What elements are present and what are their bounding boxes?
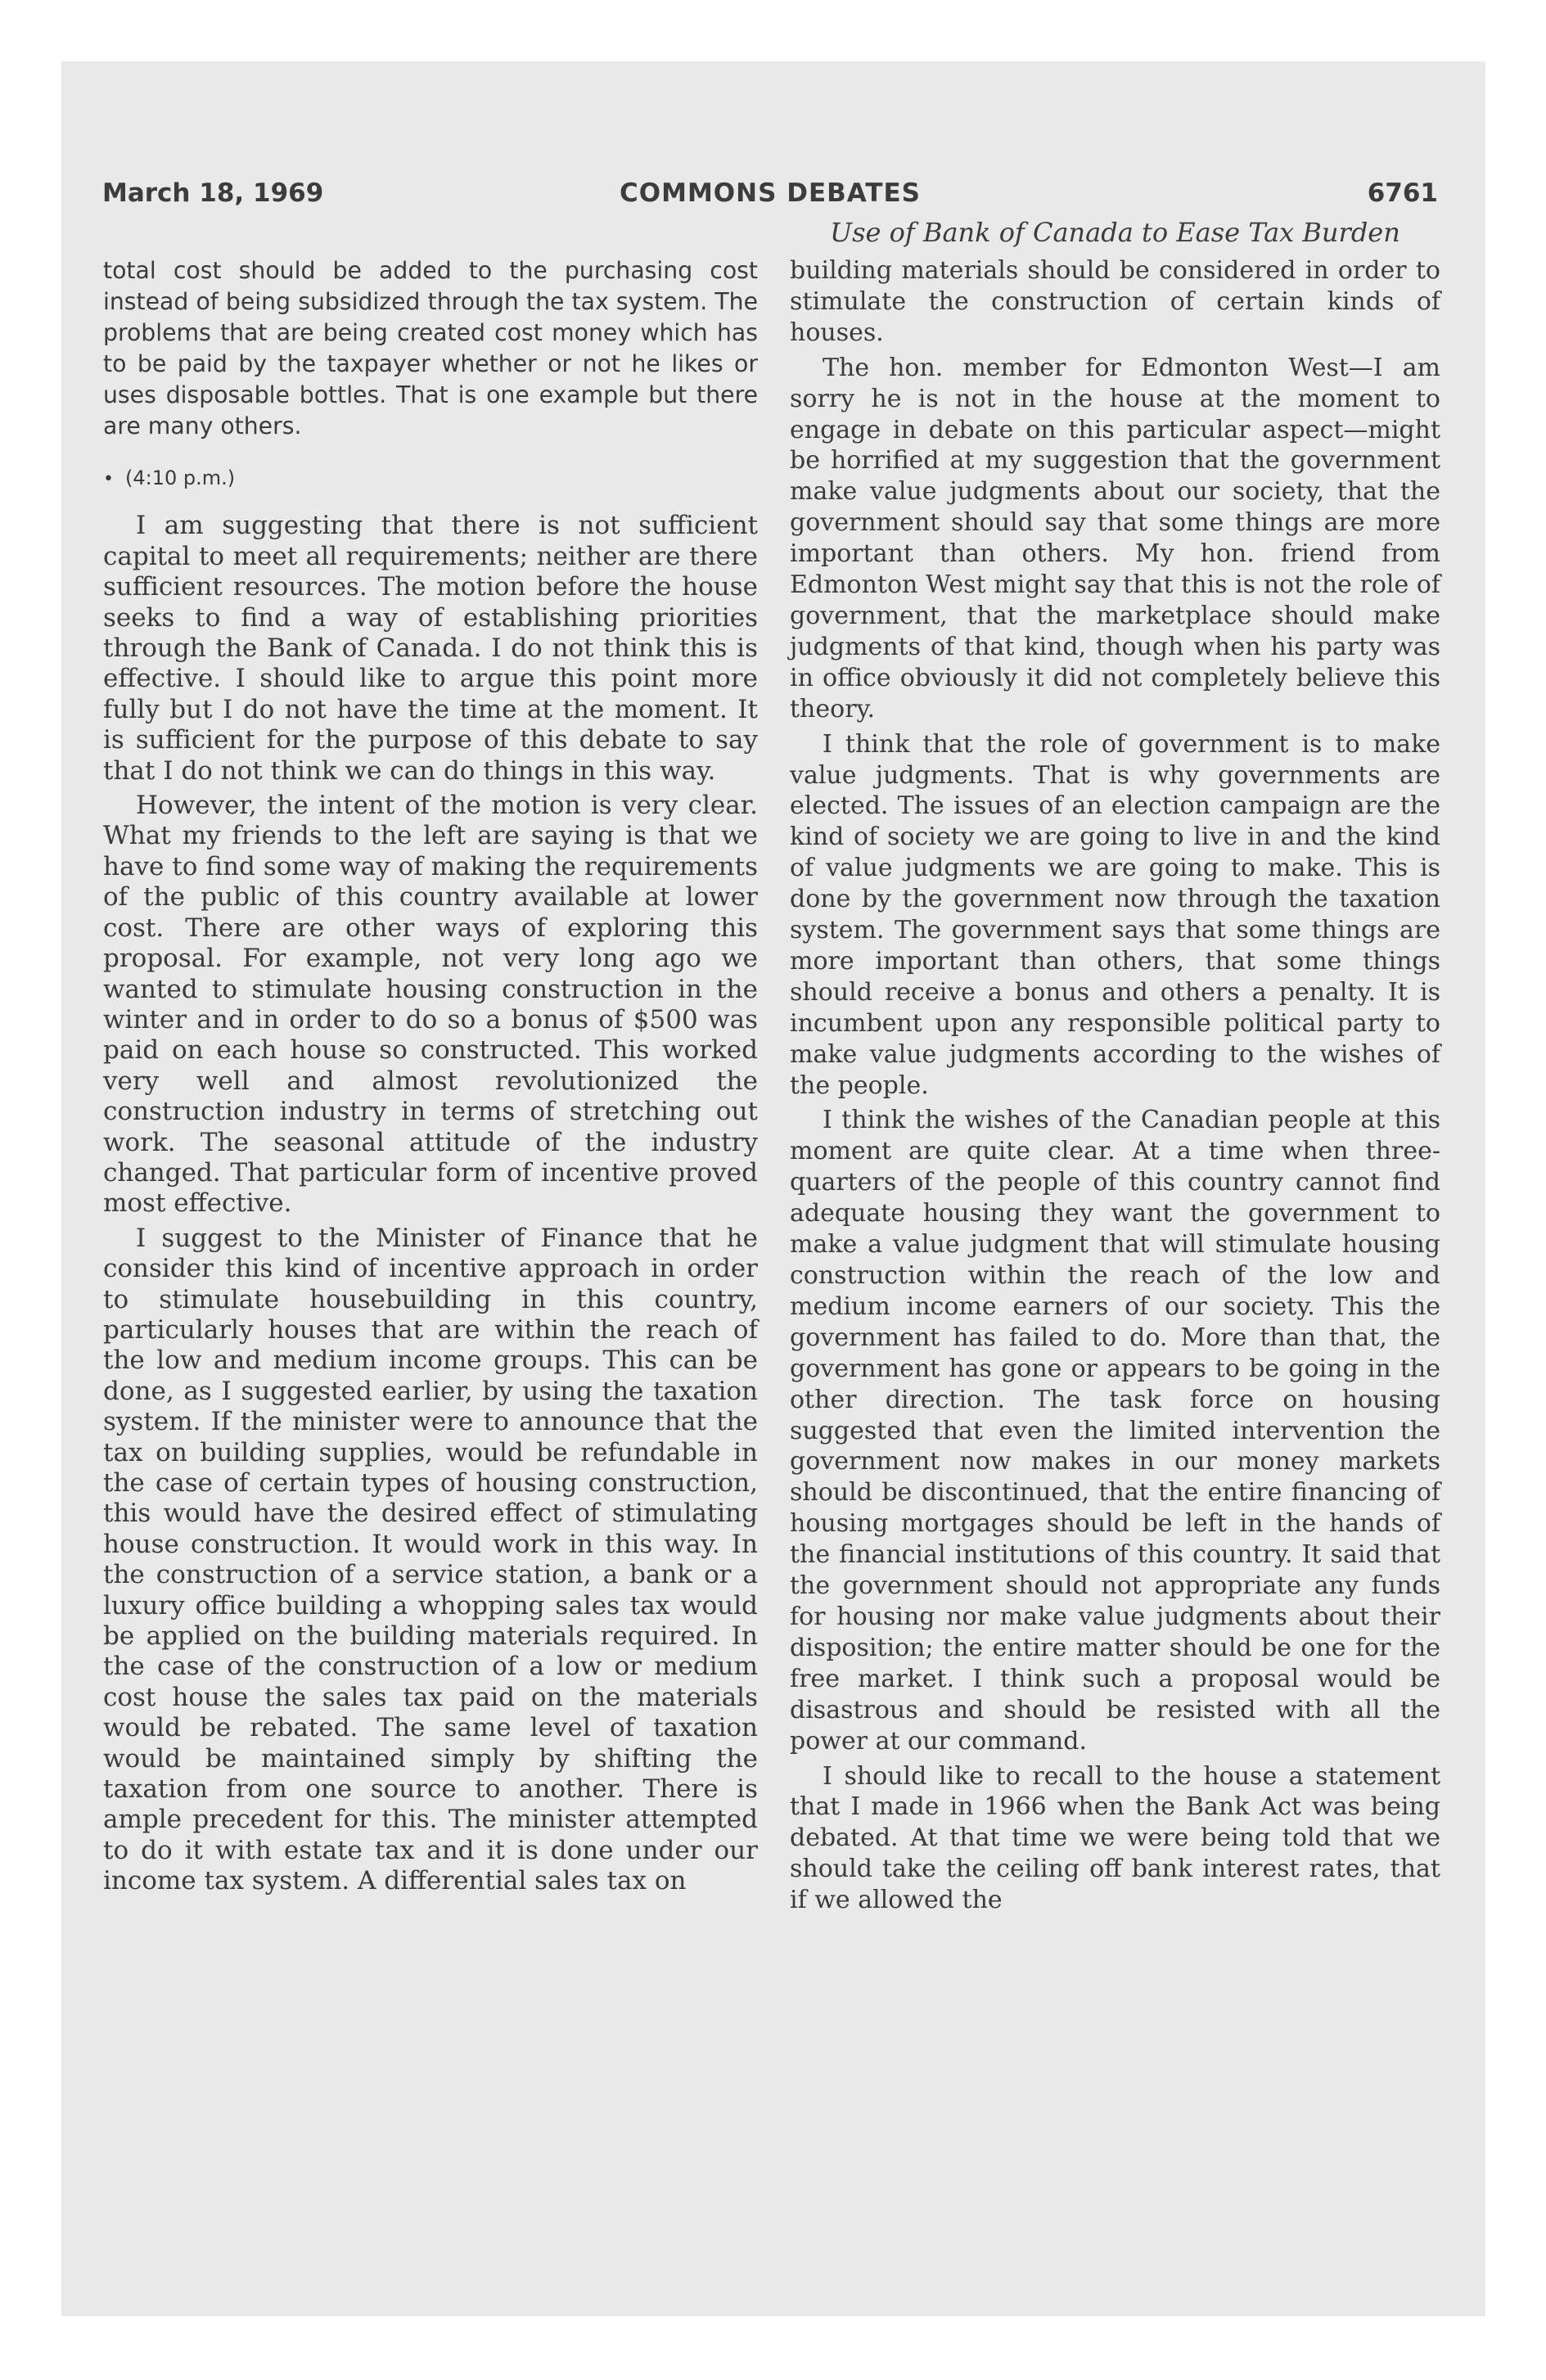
section-subheading: Use of Bank of Canada to Ease Tax Burden [830,217,1400,248]
paragraph: I should like to recall to the house a statement that I made in 1966 when the Bank Act was being debated. At that time we were being told that we should take the ceiling off bank interest rates, that if we allowed the [790,1761,1440,1915]
page-number: 6761 [1367,178,1438,208]
left-column [103,255,758,1897]
timestamp [103,463,758,494]
timestamp-text: (4:10 p.m.) [124,467,236,489]
right-column [790,255,1440,1916]
paragraph: The hon. member for Edmonton West—I am sorry he is not in the house at the moment to engage in debate on this particular aspect—might be horrified at my suggestion that the government make value judgments about our society, that the government should say that some things are more important than others. My hon. friend from Edmonton West might say that this is not the role of government, that the marketplace should make judgments of that kind, though when his party was in office obviously it did not completely believe this theory. [790,353,1440,723]
bullet-icon: • [103,469,114,489]
paragraph: However, the intent of the motion is very clear. What my friends to the left are saying is that we have to find some way of making the requirements of the public of this country available at lower cost. There are other ways of exploring this proposal. For example, not very long ago we wanted to stimulate housing construction in the winter and in order to do so a bonus of $500 was paid on each house so constructed. This worked very well and almost revolutionized the construction industry in terms of stretching out work. The seasonal attitude of the industry changed. That particular form of incentive proved most effective. [103,791,758,1219]
header-title: COMMONS DEBATES [620,178,921,208]
paragraph: I think the wishes of the Canadian people at this moment are quite clear. At a time when three-quarters of the people of this country cannot find adequate housing they want the government to make a value judgment that will stimulate housing construction within the reach of the low and medium income earners of our society. This the government has failed to do. More than that, the government has gone or appears to be going in the other direction. The task force on housing suggested that even the limited intervention the government now makes in our money markets should be discontinued, that the entire financing of housing mortgages should be left in the hands of the financial institutions of this country. It said that the government should not appropriate any funds for housing nor make value judgments about their disposition; the entire matter should be one for the free market. I think such a proposal would be disastrous and should be resisted with all the power at our command. [790,1106,1440,1756]
page-header [102,178,1438,219]
paragraph: I am suggesting that there is not sufficient capital to meet all requirements; neither are there sufficient resources. The motion before the house seeks to find a way of establishing priorities through the Bank of Canada. I do not think this is effective. I should like to argue this point more fully but I do not have the time at the moment. It is sufficient for the purpose of this debate to say that I do not think we can do things in this way. [103,511,758,786]
paragraph: total cost should be added to the purchasing cost instead of being subsidized through the tax system. The problems that are being created cost money which has to be paid by the taxpayer whether or not he likes or uses disposable bottles. That is one example but there are many others. [103,257,758,439]
paragraph: I suggest to the Minister of Finance that he consider this kind of incentive approach in order to stimulate housebuilding in this country, particularly houses that are within the reach of the low and medium income groups. This can be done, as I suggested earlier, by using the taxation system. If the minister were to announce that the tax on building supplies, would be refundable in the case of certain types of housing construction, this would have the desired effect of stimulating house construction. It would work in this way. In the construction of a service station, a bank or a luxury office building a whopping sales tax would be applied on the building materials required. In the case of the construction of a low or medium cost house the sales tax paid on the materials would be rebated. The same level of taxation would be maintained simply by shifting the taxation from one source to another. There is ample precedent for this. The minister attempted to do it with estate tax and it is done under our income tax system. A differential sales tax on [103,1223,758,1896]
paragraph: building materials should be considered in order to stimulate the construction of certain kinds of houses. [790,256,1440,347]
header-date: March 18, 1969 [102,178,324,208]
paragraph: I think that the role of government is to make value judgments. That is why governments are elected. The issues of an election campaign are the kind of society we are going to live in and the kind of value judgments we are going to make. This is done by the government now through the taxation system. The government says that some things are more important than others, that some things should receive a bonus and others a penalty. It is incumbent upon any responsible political party to make value judgments according to the wishes of the people. [790,729,1440,1100]
